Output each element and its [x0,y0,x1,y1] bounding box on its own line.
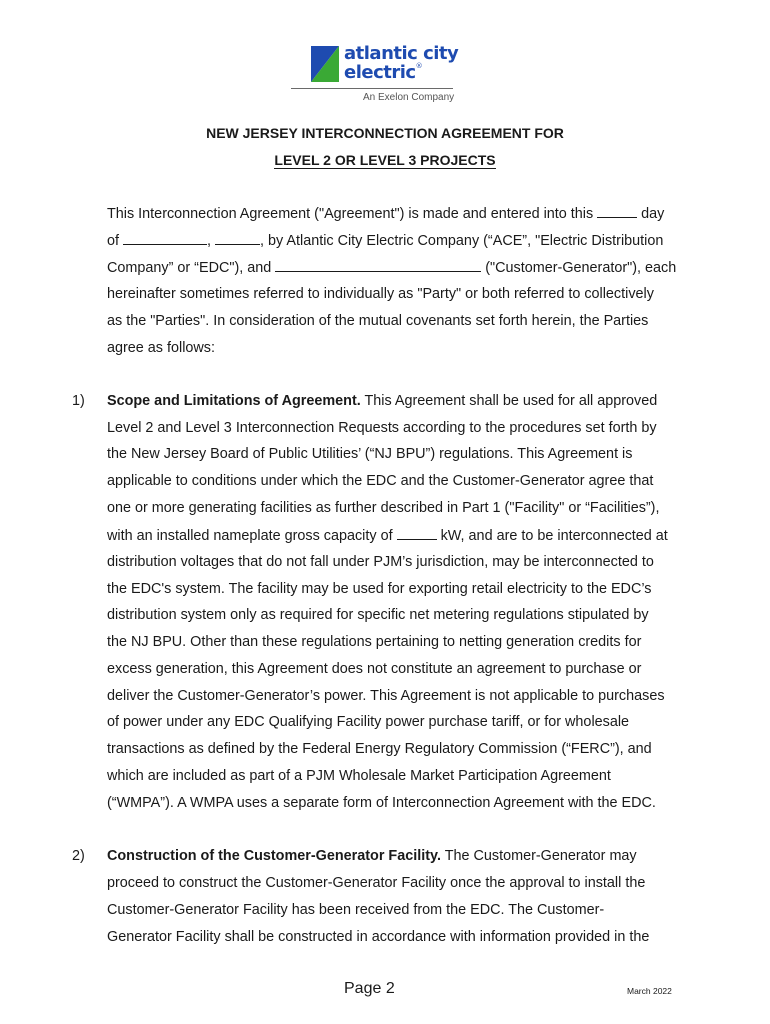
section-line: which are included as part of a PJM Wholesale Market Participation Agreement [107,768,611,784]
capacity-blank[interactable] [397,527,437,540]
section-line: (“WMPA”). A WMPA uses a separate form of Interconnection Agreement with the EDC. [107,795,656,811]
document-title-line2: LEVEL 2 OR LEVEL 3 PROJECTS [274,152,496,168]
section-line: the New Jersey Board of Public Utilities’ (“NJ BPU”) regulations. This Agreement is [107,446,633,462]
section-number: 2) [72,848,85,864]
intro-line: hereinafter sometimes referred to individually as "Party" or both referred to collectively [107,286,654,302]
section-line: Level 2 and Level 3 Interconnection Requests according to the procedures set forth by [107,420,657,436]
page-number: Page 2 [344,980,395,997]
section-line: with an installed nameplate gross capacity of kW, and are to be interconnected at [107,528,668,544]
section-line: the EDC's system. The facility may be used for exporting retail electricity to the EDC’s [107,581,652,597]
section-line: proceed to construct the Customer-Generator Facility once the approval to install the [107,875,646,891]
section-heading: Construction of the Customer-Generator Facility. [107,848,441,864]
logo-subtitle: An Exelon Company [363,92,455,103]
customer-generator-blank[interactable] [275,259,481,272]
section-line: Customer-Generator Facility has been received from the EDC. The Customer- [107,902,605,918]
section-line: the NJ BPU. Other than these regulations pertaining to netting generation credits for [107,634,642,650]
intro-line: This Interconnection Agreement ("Agreement") is made and entered into this day [107,206,665,222]
month-blank[interactable] [123,232,207,245]
section-line: excess generation, this Agreement does not constitute an agreement to purchase or [107,661,642,677]
section-line: distribution system only as required for specific net metering regulations stipulated by [107,607,649,623]
year-blank[interactable] [215,232,260,245]
section-line: deliver the Customer-Generator’s power. This Agreement is not applicable to purchases [107,688,665,704]
document-title-line1: NEW JERSEY INTERCONNECTION AGREEMENT FOR [206,125,564,141]
logo-mark-icon [311,46,339,82]
section-line: transactions as defined by the Federal Energy Regulatory Commission (“FERC”), and [107,741,652,757]
section-number: 1) [72,393,85,409]
section-line: distribution voltages that do not fall under PJM’s jurisdiction, may be interconnected to [107,554,654,570]
intro-line: as the "Parties". In consideration of the mutual covenants set forth herein, the Parties [107,313,649,329]
intro-line: agree as follows: [107,340,215,356]
logo-text-line2: electric® [344,62,423,83]
section-line: one or more generating facilities as further described in Part 1 ("Facility" or “Facilities”), [107,500,660,516]
logo-divider [291,88,453,89]
intro-line: Company” or “EDC"), and ("Customer-Generator"), each [107,260,677,276]
company-logo [291,43,459,107]
section-line: of power under any EDC Qualifying Facility power purchase tariff, or for wholesale [107,714,630,730]
day-blank[interactable] [597,205,637,218]
intro-line: of , , by Atlantic City Electric Company (“ACE”, "Electric Distribution [107,233,664,249]
section-line: applicable to conditions under which the EDC and the Customer-Generator agree that [107,473,654,489]
section-heading: Scope and Limitations of Agreement. [107,393,361,409]
logo-text-line1: atlantic city [344,43,459,64]
section-line: Construction of the Customer-Generator Facility. The Customer-Generator may [107,848,637,864]
section-line: Generator Facility shall be constructed in accordance with information provided in the [107,929,650,945]
revision-date: March 2022 [627,986,672,996]
section-line: Scope and Limitations of Agreement. This Agreement shall be used for all approved [107,393,658,409]
